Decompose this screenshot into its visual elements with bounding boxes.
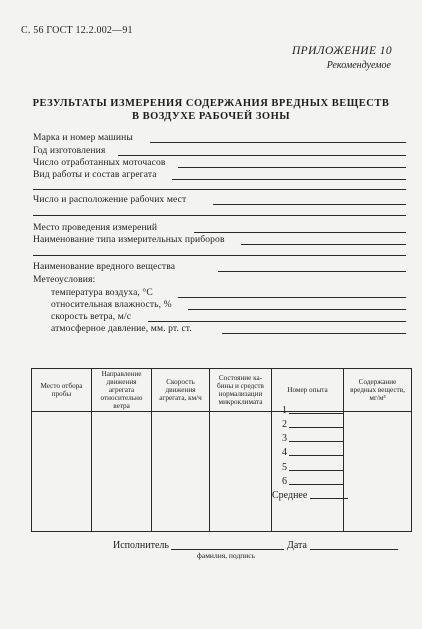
header-direction: Направление движения агрегата относительно ветра [92, 369, 152, 412]
field-hours-line[interactable] [178, 167, 406, 168]
field-substance-line[interactable] [218, 271, 406, 272]
date-line[interactable] [310, 549, 398, 550]
field-instruments-line[interactable] [241, 244, 406, 245]
experiment-row[interactable] [282, 476, 344, 487]
header-experiment-number: Номер опыта [272, 369, 344, 412]
field-place-line[interactable] [194, 232, 406, 233]
form-title-line2: В ВОЗДУХЕ РАБОЧЕЙ ЗОНЫ [131, 111, 291, 122]
average-row[interactable] [272, 490, 348, 501]
experiment-number: 1 [282, 405, 287, 416]
appendix-number: ПРИЛОЖЕНИЕ 10 [291, 45, 392, 57]
field-temperature-line[interactable] [178, 297, 406, 298]
experiment-row[interactable] [282, 433, 344, 444]
form-title-line1: РЕЗУЛЬТАТЫ ИЗМЕРЕНИЯ СОДЕРЖАНИЯ ВРЕДНЫХ ВЕЩЕСТВ [32, 98, 390, 109]
table-header-row [32, 369, 412, 412]
field-substance-label: Наименование вредного вещества [33, 261, 176, 272]
field-humidity-line[interactable] [188, 309, 406, 310]
field-machine-label: Марка и номер машины [33, 132, 133, 143]
header-sampling-place: Место отбора пробы [32, 369, 92, 412]
experiment-number: 4 [282, 447, 287, 458]
field-work-line[interactable] [172, 179, 406, 180]
experiment-row[interactable] [282, 462, 344, 473]
appendix-status: Рекомендуемое [326, 60, 391, 71]
experiment-row[interactable] [282, 405, 344, 416]
experiment-line[interactable] [289, 412, 344, 414]
field-year-line[interactable] [118, 155, 406, 156]
cell-cabin-state[interactable] [210, 412, 272, 532]
experiment-line[interactable] [289, 469, 344, 471]
experiment-number: 3 [282, 433, 287, 444]
experiment-line[interactable] [289, 483, 344, 485]
experiment-line[interactable] [289, 454, 344, 456]
field-year-label: Год изготовления [33, 145, 106, 156]
field-wind-line[interactable] [148, 321, 406, 322]
experiment-line[interactable] [289, 426, 344, 428]
field-work-line-2[interactable] [33, 189, 406, 190]
field-instruments-line-2[interactable] [33, 255, 406, 256]
field-pressure-line[interactable] [222, 333, 406, 334]
experiment-line[interactable] [289, 440, 344, 442]
experiment-number: 6 [282, 476, 287, 487]
executor-label: Исполнитель [113, 540, 169, 551]
field-temperature-label: температура воздуха, °С [51, 287, 153, 298]
field-wind-label: скорость ветра, м/с [51, 311, 132, 322]
field-workplaces-line[interactable] [213, 204, 406, 205]
average-label: Среднее [272, 490, 308, 501]
field-meteo-label: Метеоусловия: [33, 274, 96, 285]
table-body-row[interactable] [32, 412, 412, 532]
field-workplaces-line-2[interactable] [33, 215, 406, 216]
experiment-number: 5 [282, 462, 287, 473]
signature-caption: фамилия, подпись [197, 551, 256, 560]
field-place-label: Место проведения измерений [33, 222, 158, 233]
measurement-table [31, 368, 412, 532]
experiment-number: 2 [282, 419, 287, 430]
header-cabin-state: Состояние ка-бины и средств нормализации микроклимата [210, 369, 272, 412]
field-machine-line[interactable] [150, 142, 406, 143]
header-speed: Скорость движения агрегата, км/ч [152, 369, 210, 412]
date-label: Дата [287, 540, 307, 551]
field-humidity-label: относительная влажность, % [51, 299, 172, 310]
field-work-label: Вид работы и состав агрегата [33, 169, 157, 180]
experiment-row[interactable] [282, 419, 344, 430]
cell-direction[interactable] [92, 412, 152, 532]
average-line[interactable] [310, 498, 348, 499]
cell-content[interactable] [344, 412, 412, 532]
header-content: Содержание вредных веществ, мг/м³ [344, 369, 412, 412]
field-hours-label: Число отработанных моточасов [33, 157, 166, 168]
field-workplaces-label: Число и расположение рабочих мест [33, 194, 187, 205]
cell-speed[interactable] [152, 412, 210, 532]
experiment-row[interactable] [282, 447, 344, 458]
field-pressure-label: атмосферное давление, мм. рт. ст. [51, 323, 192, 334]
field-instruments-label: Наименование типа измерительных приборов [33, 234, 225, 245]
executor-signature-line[interactable] [171, 549, 284, 550]
page-header: С. 56 ГОСТ 12.2.002—91 [21, 25, 133, 36]
cell-sampling-place[interactable] [32, 412, 92, 532]
